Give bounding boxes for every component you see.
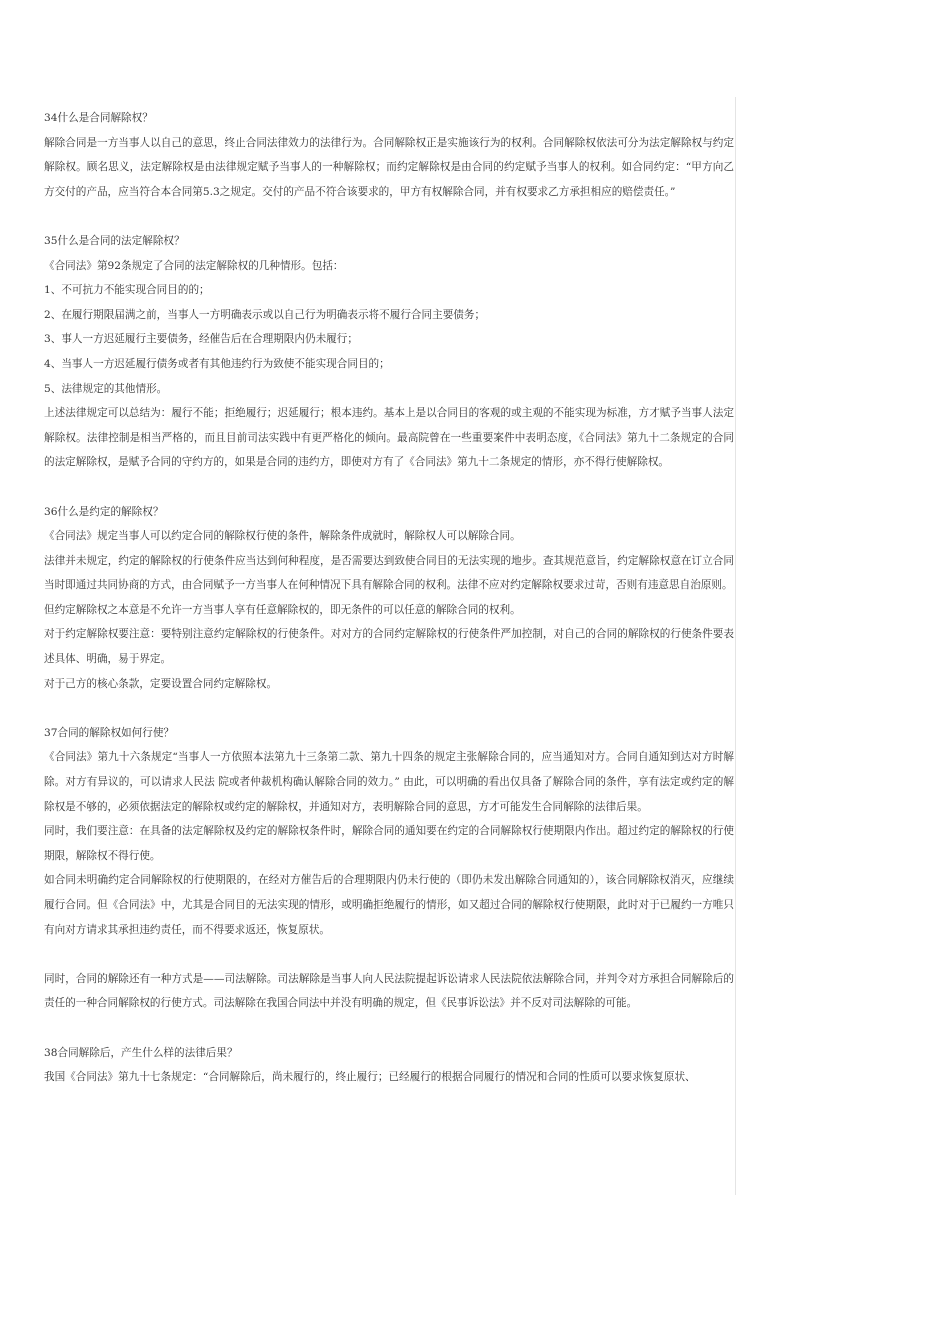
q38-heading: 38合同解除后，产生什么样的法律后果？ [44, 1046, 238, 1059]
q37-paragraph-4: 同时，合同的解除还有一种方式是——司法解除。司法解除是当事人向人民法院提起诉讼请求人民法院依法解除合同，并判令对方承担合同解除后的责任的一种合同解除权的行使方式。司法解除在我国合同法中并没有明确的规定，但《民事诉讼法》并不反对司法解除的可能。 [44, 972, 734, 1010]
q35-heading: 35什么是合同的法定解除权？ [44, 234, 185, 247]
document-body [44, 106, 734, 1196]
q35-item-3: 3、事人一方迟延履行主要债务，经催告后在合理期限内仍未履行； [44, 333, 358, 346]
q37-paragraph-3: 如合同未明确约定合同解除权的行使期限的，在经对方催告后的合理期限内仍未行使的（即仍未发出解除合同通知的），该合同解除权消灭，应继续履行合同。但《合同法》中，尤其是合同目的无法实现的情形，或明确拒绝履行的情形，如又超过合同的解除权行使期限，此时对于已履约一方唯只有向对方请求其承担违约责任，而不得要求返还，恢复原状。 [44, 874, 734, 936]
q35-item-5: 5、法律规定的其他情形。 [44, 382, 168, 395]
q36-paragraph-1: 《合同法》规定当事人可以约定合同的解除权行使的条件，解除条件成就时，解除权人可以解除合同。 [44, 530, 521, 543]
q37-heading: 37合同的解除权如何行使？ [44, 726, 175, 739]
q38-paragraph-1: 我国《合同法》第九十七条规定：“合同解除后，尚未履行的，终止履行；已经履行的根据合同履行的情况和合同的性质可以要求恢复原状、 [44, 1071, 696, 1084]
q36-paragraph-3: 但约定解除权之本意是不允许一方当事人享有任意解除权的，即无条件的可以任意的解除合同的权利。 [44, 603, 521, 616]
q36-paragraph-4: 对于约定解除权要注意：要特别注意约定解除权的行使条件。对对方的合同约定解除权的行使条件严加控制，对自己的合同的解除权的行使条件要表述具体、明确，易于界定。 [44, 628, 734, 666]
right-margin-rule [735, 97, 736, 1195]
q35-item-2: 2、在履行期限届满之前，当事人一方明确表示或以自己行为明确表示将不履行合同主要债务； [44, 308, 486, 321]
q36-paragraph-2: 法律并未规定，约定的解除权的行使条件应当达到何种程度，是否需要达到致使合同目的无法实现的地步。查其规范意旨，约定解除权意在订立合同当时即通过共同协商的方式，由合同赋予一方当事人在何种情况下具有解除合同的权利。法律不应对约定解除权要求过苛，否则有违意思自治原则。 [44, 554, 734, 592]
q36-heading: 36什么是约定的解除权？ [44, 505, 164, 518]
q37-paragraph-1: 《合同法》第九十六条规定“当事人一方依照本法第九十三条第二款、第九十四条的规定主张解除合同的，应当通知对方。合同自通知到达对方时解除。对方有异议的，可以请求人民法 院或者仲裁机构确认解除合同的效力。” 由此，可以明确的看出仅具备了解除合同的条件，享有法定或约定的解除权是不够的，必须依据法定的解除权或约定的解除权，并通知对方，表明解除合同的意思，方才可能发生合同解除的法律后果。 [44, 751, 734, 813]
q34-paragraph: 解除合同是一方当事人以自己的意思，终止合同法律效力的法律行为。合同解除权正是实施该行为的权利。合同解除权依法可分为法定解除权与约定解除权。顾名思义，法定解除权是由法律规定赋予当事人的一种解除权；而约定解除权是由合同的约定赋予当事人的权利。如合同约定：“甲方向乙方交付的产品，应当符合本合同第5.3之规定。交付的产品不符合该要求的，甲方有权解除合同，并有权要求乙方承担相应的赔偿责任。” [44, 136, 734, 198]
paragraph-gap [44, 475, 734, 500]
q35-item-4: 4、当事人一方迟延履行债务或者有其他违约行为致使不能实现合同目的； [44, 357, 390, 370]
q35-summary: 上述法律规定可以总结为：履行不能；拒绝履行；迟延履行；根本违约。基本上是以合同目的客观的或主观的不能实现为标准，方才赋予当事人法定解除权。法律控制是相当严格的，而且目前司法实践中有更严格化的倾向。最高院曾在一些重要案件中表明态度，《合同法》第九十二条规定的合同的法定解除权，是赋予合同的守约方的，如果是合同的违约方，即使对方有了《合同法》第九十二条规定的情形，亦不得行使解除权。 [44, 407, 734, 469]
paragraph-gap [44, 204, 734, 229]
q34-heading: 34什么是合同解除权？ [44, 112, 153, 124]
q35-item-1: 1、不可抗力不能实现合同目的的； [44, 284, 210, 297]
paragraph-gap [44, 1016, 734, 1041]
q35-intro: 《合同法》第92条规定了合同的法定解除权的几种情形。包括： [44, 259, 344, 272]
paragraph-gap [44, 942, 734, 967]
q36-paragraph-5: 对于己方的核心条款，定要设置合同约定解除权。 [44, 677, 278, 690]
q37-paragraph-2: 同时，我们要注意：在具备的法定解除权及约定的解除权条件时，解除合同的通知要在约定的合同解除权行使期限内作出。超过约定的解除权的行使期限，解除权不得行使。 [44, 825, 734, 862]
paragraph-gap [44, 696, 734, 721]
